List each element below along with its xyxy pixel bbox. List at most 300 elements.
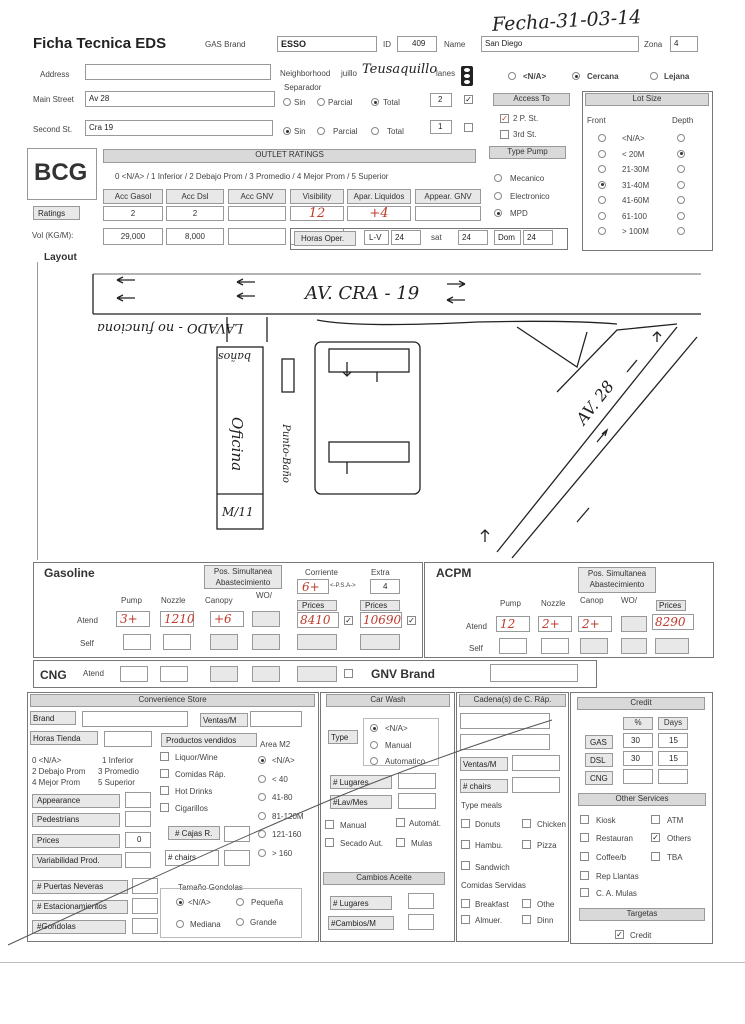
proximity-na-label: <N/A> xyxy=(523,72,547,81)
layout-banos: baños xyxy=(218,350,251,363)
outlet-col-header xyxy=(166,189,224,204)
ratings-label-box xyxy=(33,206,80,220)
second-total-radio[interactable] xyxy=(371,127,379,135)
store-ventas-label: Ventas/M xyxy=(203,716,237,725)
tba-checkbox[interactable] xyxy=(651,852,660,861)
gas-self-label: Self xyxy=(80,639,94,648)
gas-self-nozzle[interactable] xyxy=(163,634,191,650)
outlet-col-label: Visibility xyxy=(302,192,332,201)
donuts-label: Donuts xyxy=(475,820,501,829)
store-scale-2: 2 Debajo Prom xyxy=(32,767,86,776)
acpm-nozzle-label: Nozzle xyxy=(541,599,566,608)
proximity-lejana-radio[interactable] xyxy=(650,72,658,80)
lot-depth-radio[interactable] xyxy=(677,181,685,189)
name-label: Name xyxy=(444,40,466,49)
layout-oficina: Oficina xyxy=(228,416,247,472)
tam-mediana-label: Mediana xyxy=(190,920,221,929)
neighborhood-suffix: juillo xyxy=(341,69,358,78)
chicken-label: Chicken xyxy=(537,820,566,829)
gas-canopy-field[interactable] xyxy=(210,611,244,627)
acpm-pos-sim-label: Pos. Simultanea Abastecimiento xyxy=(587,569,647,589)
brand-logo xyxy=(27,148,97,200)
gas-prices-corr-header xyxy=(297,600,337,611)
lot-size-title: Lot Size xyxy=(585,93,709,106)
vol-field[interactable] xyxy=(166,228,224,245)
cng-field-5[interactable] xyxy=(297,666,337,682)
main-lanes-checkbox[interactable]: ✓ xyxy=(465,95,472,104)
cadena-title: Cadena(s) de C. Ráp. xyxy=(459,694,566,707)
main-parcial-radio[interactable] xyxy=(317,98,325,106)
acpm-wo-label: WO/ xyxy=(621,596,637,605)
coffee-label: Coffee/b xyxy=(596,853,627,862)
lv-value: 24 xyxy=(395,233,404,242)
comidas-label: Comidas Servidas xyxy=(461,881,526,890)
acpm-canop-label: Canop xyxy=(580,596,604,605)
gasoline-title: Gasoline xyxy=(44,566,95,580)
lot-front-radio[interactable] xyxy=(598,227,606,235)
page-title: Ficha Tecnica EDS xyxy=(33,35,167,52)
gas-self-price-corr[interactable] xyxy=(297,634,337,650)
tarjetas-title: Targetas xyxy=(579,908,705,921)
lot-option-label: 21-30M xyxy=(622,165,650,174)
name-value: San Diego xyxy=(485,39,523,48)
mpd-radio[interactable] xyxy=(494,209,502,217)
layout-lavado: LAVADO - no funciona xyxy=(97,320,244,335)
credit-dsl-label: DSL xyxy=(590,756,606,765)
second-parcial-radio[interactable] xyxy=(317,127,325,135)
acpm-title: ACPM xyxy=(436,566,472,580)
lot-front-label: Front xyxy=(587,116,606,125)
mecanico-radio[interactable] xyxy=(494,174,502,182)
electronico-radio[interactable] xyxy=(494,192,502,200)
rating-field[interactable] xyxy=(347,206,411,221)
second-st-label: Second St. xyxy=(33,125,73,134)
carwash-type-label: Type xyxy=(331,733,349,742)
area-label-opt: 81-120M xyxy=(272,811,304,821)
almuer-label: Almuer. xyxy=(475,916,503,925)
lanes-label: lanes xyxy=(436,69,456,78)
acpm-self-price[interactable] xyxy=(655,638,689,654)
store-rating-label: Appearance xyxy=(37,796,81,805)
rating-value: 2 xyxy=(192,209,198,218)
proximity-cercana-radio[interactable] xyxy=(572,72,580,80)
store-brand-label: Brand xyxy=(33,714,55,723)
gas-self-price-extra[interactable] xyxy=(360,634,400,650)
gas-brand-value: ESSO xyxy=(281,39,307,49)
lot-front-radio[interactable] xyxy=(598,150,606,158)
brand-logo-text: BCG xyxy=(34,159,88,186)
access-title: Access To xyxy=(493,93,570,106)
dom-value: 24 xyxy=(527,233,536,242)
gas-pump-value: 3+ xyxy=(120,612,138,626)
main-street-value: Av 28 xyxy=(89,94,110,103)
second-parcial-label: Parcial xyxy=(333,127,358,136)
neighborhood-value: Teusaquillo xyxy=(362,62,438,77)
vol-value: 29,000 xyxy=(120,232,146,241)
electronico-label: Electronico xyxy=(510,192,550,201)
outlet-scale: 0 <N/A> / 1 Inferior / 2 Debajo Prom / 3 Promedio / 4 Mejor Prom / 5 Superior xyxy=(115,172,389,181)
outlet-col-label: Appear. GNV xyxy=(424,192,472,201)
cw-mulas-label: Mulas xyxy=(411,839,433,848)
access-3rd-checkbox[interactable] xyxy=(500,130,509,139)
outlet-col-header xyxy=(347,189,411,204)
acpm-price-value: 8290 xyxy=(655,615,686,629)
acpm-atend-label: Atend xyxy=(466,622,487,631)
dinn-label: Dinn xyxy=(537,916,554,925)
id-value: 409 xyxy=(412,39,426,48)
gas-price-extra-value: 10690 xyxy=(363,613,402,627)
main-parcial-label: Parcial xyxy=(328,98,353,107)
tam-pequena-label: Pequeña xyxy=(251,898,284,907)
gas-nozzle-label: Nozzle xyxy=(161,596,186,605)
cng-field-1[interactable] xyxy=(120,666,148,682)
tam-grande-label: Grande xyxy=(250,918,277,927)
store-scale-0: 0 <N/A> xyxy=(32,756,62,765)
acpm-self-label: Self xyxy=(469,644,483,653)
area-label-opt: > 160 xyxy=(272,848,293,858)
second-sin-label: Sin xyxy=(294,127,306,136)
lot-front-radio[interactable] xyxy=(598,134,606,142)
zona-field[interactable] xyxy=(670,36,698,52)
second-sin-radio[interactable] xyxy=(283,127,291,135)
credit-cng-box xyxy=(585,771,613,785)
acpm-pump-value: 12 xyxy=(500,617,516,631)
second-lanes-field[interactable] xyxy=(430,120,452,134)
credit-card-checkbox[interactable]: ✓ xyxy=(616,930,623,939)
acpm-canop-field[interactable] xyxy=(578,616,612,632)
cambios-title: Cambios Aceite xyxy=(323,872,445,885)
rating-field[interactable] xyxy=(103,206,163,221)
credit-dsl-pct[interactable] xyxy=(623,751,653,766)
address-label: Address xyxy=(40,70,70,79)
lot-depth-radio[interactable] xyxy=(677,212,685,220)
dom-label: Dom xyxy=(498,233,515,242)
cw-autom-label: Automát. xyxy=(409,819,442,828)
credit-cng-pct[interactable] xyxy=(623,769,653,784)
area-label-opt: 41-80 xyxy=(272,793,293,802)
credit-gas-pct[interactable] xyxy=(623,733,653,748)
lot-option-label: < 20M xyxy=(622,149,645,159)
outlet-col-header xyxy=(290,189,344,204)
acpm-self-nozzle[interactable] xyxy=(541,638,569,654)
outlet-ratings-title: OUTLET RATINGS xyxy=(103,149,476,163)
access-2pst-label: 2 P. St. xyxy=(513,114,539,123)
gas-price-corr-checkbox[interactable]: ✓ xyxy=(345,616,352,625)
lot-option-label: 61-100 xyxy=(622,211,647,221)
main-lanes-field[interactable] xyxy=(430,93,452,107)
kiosk-checkbox[interactable] xyxy=(580,815,589,824)
credit-pct-label: % xyxy=(634,718,642,727)
credit-gas-pct-value: 30 xyxy=(631,736,640,745)
layout-label: Layout xyxy=(44,252,77,263)
cadena-chairs-label: # chairs xyxy=(463,782,492,791)
lot-front-radio[interactable] xyxy=(598,181,606,189)
acpm-prices-header xyxy=(656,600,686,611)
carwash-title: Car Wash xyxy=(326,694,450,707)
cw-auto-label: Automatico xyxy=(385,757,426,766)
cw-manual-check-label: Manual xyxy=(340,821,367,830)
credit-gas-days[interactable] xyxy=(658,733,688,748)
lot-front-radio[interactable] xyxy=(598,196,606,204)
atm-checkbox[interactable] xyxy=(651,815,660,824)
horas-tienda-label: Horas Tienda xyxy=(33,734,81,743)
tba-label: TBA xyxy=(667,853,683,862)
lot-option-label: <N/A> xyxy=(622,134,645,143)
outlet-col-label: Acc Dsl xyxy=(181,192,209,201)
main-lanes-value: 2 xyxy=(438,95,443,104)
layout-mil: M/11 xyxy=(222,505,254,519)
acpm-pump-field[interactable] xyxy=(496,616,530,632)
store-title: Convenience Store xyxy=(30,694,315,707)
main-street-field[interactable] xyxy=(85,91,275,107)
restauran-checkbox[interactable] xyxy=(580,833,589,842)
store-scale-5: 5 Superior xyxy=(98,778,135,787)
store-chairs-label: # chairs xyxy=(168,853,197,862)
mpd-label: MPD xyxy=(510,209,528,218)
lot-depth-label: Depth xyxy=(672,116,694,125)
area-label-opt: 121-160 xyxy=(272,830,302,839)
cng-atend-label: Atend xyxy=(83,669,104,678)
gas-canopy-value: +6 xyxy=(214,612,232,626)
sandwich-label: Sandwich xyxy=(475,863,510,872)
access-3rd-label: 3rd St. xyxy=(513,130,537,139)
credit-dsl-days-value: 15 xyxy=(669,754,678,763)
gnv-brand-label: GNV Brand xyxy=(371,667,436,681)
fecha: Fecha-31-03-14 xyxy=(491,6,642,36)
cw-lav-label: #Lav/Mes xyxy=(333,798,368,807)
psa-label: <-P.S.A-> xyxy=(330,583,356,589)
second-st-field[interactable] xyxy=(85,120,273,136)
store-rating-label: Prices xyxy=(37,836,60,845)
lot-front-radio[interactable] xyxy=(598,212,606,220)
zona-label: Zona xyxy=(644,40,663,49)
restauran-label: Restauran xyxy=(596,834,633,843)
productos-label: Productos vendidos xyxy=(166,736,237,745)
breakfast-label: Breakfast xyxy=(475,900,509,909)
gnv-brand-field[interactable] xyxy=(490,664,578,682)
vol-field[interactable] xyxy=(103,228,163,245)
horas-oper-label: Horas Oper. xyxy=(301,234,345,243)
sat-label: sat xyxy=(431,233,442,242)
page-bottom-border xyxy=(0,962,745,963)
ca-mulas-label: C. A. Mulas xyxy=(596,889,637,898)
gas-pump-field[interactable] xyxy=(116,611,150,627)
proximity-lejana-label: Lejana xyxy=(664,72,690,81)
type-pump-title: Type Pump xyxy=(489,146,566,159)
others-checkbox[interactable]: ✓ xyxy=(652,833,659,842)
acpm-prices-label: Prices xyxy=(659,601,682,610)
credit-cng-days[interactable] xyxy=(658,769,688,784)
lot-front-radio[interactable] xyxy=(598,165,606,173)
sat-field[interactable] xyxy=(458,230,488,245)
rating-value: +4 xyxy=(369,206,389,221)
acpm-self-canop[interactable] xyxy=(580,638,608,654)
type-meals-label: Type meals xyxy=(461,801,502,810)
access-2pst-checkbox[interactable]: ✓ xyxy=(501,114,508,123)
main-sin-radio[interactable] xyxy=(283,98,291,106)
rating-field[interactable] xyxy=(290,206,344,221)
address-field[interactable] xyxy=(85,64,271,80)
gas-prices-extra-label: Prices xyxy=(365,601,388,610)
second-lanes-value: 1 xyxy=(438,122,443,131)
layout-punto: Punto-Baño xyxy=(279,424,291,483)
second-lanes-checkbox[interactable] xyxy=(464,123,473,132)
product-label: Hot Drinks xyxy=(175,787,213,796)
vol-field[interactable] xyxy=(228,228,286,245)
id-label: ID xyxy=(383,40,391,49)
gas-canopy-label: Canopy xyxy=(205,596,233,605)
credit-gas-box xyxy=(585,735,613,749)
acpm-price-field[interactable] xyxy=(652,614,694,630)
lv-box xyxy=(364,230,389,245)
vol-label: Vol (KG/M): xyxy=(32,231,74,240)
others-label: Others xyxy=(667,834,692,843)
pen-stroke xyxy=(0,715,560,950)
extra-field[interactable] xyxy=(370,579,400,594)
cw-na-label: <N/A> xyxy=(385,724,408,733)
outlet-col-label: Apar. Liquidos xyxy=(353,192,405,201)
area-label-opt: <N/A> xyxy=(272,756,295,765)
cadena-ventas-label: Ventas/M xyxy=(463,760,497,769)
cw-secado-label: Secado Aut. xyxy=(340,839,384,848)
gas-pos-sim xyxy=(204,565,282,589)
credit-days-label: Days xyxy=(663,718,683,727)
cng-field-4[interactable] xyxy=(252,666,280,682)
credit-days-header xyxy=(658,717,688,730)
zona-value: 4 xyxy=(674,39,679,48)
corriente-field[interactable] xyxy=(297,579,329,594)
lv-label: L-V xyxy=(369,233,382,242)
gas-price-extra-field[interactable] xyxy=(360,612,402,628)
rating-field[interactable] xyxy=(228,206,286,221)
credit-dsl-box xyxy=(585,753,613,767)
lot-depth-radio[interactable] xyxy=(677,134,685,142)
product-label: Comidas Ráp. xyxy=(175,770,226,779)
other-services-title: Other Services xyxy=(578,793,706,806)
vol-value: 8,000 xyxy=(184,232,206,241)
gas-prices-extra-header xyxy=(360,600,400,611)
gas-brand-label: GAS Brand xyxy=(205,40,246,49)
store-rating-label: # Estacionamientos xyxy=(37,902,107,911)
gas-price-corr-field[interactable] xyxy=(297,612,339,628)
acpm-pos-sim xyxy=(578,567,656,593)
main-street-label: Main Street xyxy=(33,95,74,104)
rating-value: 12 xyxy=(308,206,326,221)
pizza-label: Pizza xyxy=(537,841,557,850)
credit-dsl-pct-value: 30 xyxy=(631,754,640,763)
gas-self-pump[interactable] xyxy=(123,634,151,650)
gas-brand-field[interactable] xyxy=(277,36,377,52)
proximity-na-radio[interactable] xyxy=(508,72,516,80)
lot-option-label: 41-60M xyxy=(622,196,650,205)
rep-llantas-checkbox[interactable] xyxy=(580,871,589,880)
layout-street-top: AV. CRA - 19 xyxy=(305,283,420,304)
proximity-cercana-label: Cercana xyxy=(587,72,619,81)
cng-checkbox[interactable] xyxy=(344,669,353,678)
acpm-self-pump[interactable] xyxy=(499,638,527,654)
dom-box xyxy=(494,230,521,245)
lot-depth-radio[interactable] xyxy=(677,150,685,158)
cng-title: CNG xyxy=(40,668,67,682)
gas-price-corr-value: 8410 xyxy=(300,613,331,627)
cng-field-3[interactable] xyxy=(210,666,238,682)
gas-pos-sim-label: Pos. Simultanea Abastecimiento xyxy=(213,567,273,587)
lot-option-label: 31-40M xyxy=(622,180,650,190)
cambios-m-label: #Cambios/M xyxy=(331,919,376,928)
acpm-nozzle-value: 2+ xyxy=(542,617,560,631)
area-label-opt: < 40 xyxy=(272,774,288,784)
cajas-label: # Cajas R. xyxy=(175,829,213,838)
cw-manual-label: Manual xyxy=(385,741,412,750)
acpm-wo-field[interactable] xyxy=(621,616,647,632)
acpm-nozzle-field[interactable] xyxy=(538,616,572,632)
main-sin-label: Sin xyxy=(294,98,306,107)
gas-nozzle-field[interactable] xyxy=(160,611,194,627)
second-st-value: Cra 19 xyxy=(89,123,114,132)
rating-field[interactable] xyxy=(415,206,481,221)
gas-self-wo[interactable] xyxy=(252,634,280,650)
rating-field[interactable] xyxy=(166,206,224,221)
lot-depth-radio[interactable] xyxy=(677,227,685,235)
store-rating-label: Pedestrians xyxy=(37,815,80,824)
corriente-value: 6+ xyxy=(302,580,320,594)
coffee-checkbox[interactable] xyxy=(580,852,589,861)
id-field[interactable] xyxy=(397,36,437,52)
gas-atend-label: Atend xyxy=(77,616,98,625)
credit-dsl-days[interactable] xyxy=(658,751,688,766)
credit-card-label: Credit xyxy=(630,931,652,940)
acpm-canop-value: 2+ xyxy=(582,617,600,631)
credit-gas-days-value: 15 xyxy=(669,736,678,745)
gas-pump-label: Pump xyxy=(121,596,142,605)
layout-av28: AV. 28 xyxy=(572,376,618,429)
second-total-label: Total xyxy=(387,127,404,136)
credit-title: Credit xyxy=(577,697,705,710)
store-rating-label: # Puertas Neveras xyxy=(37,882,104,891)
main-total-label: Total xyxy=(383,98,400,107)
sat-value: 24 xyxy=(462,233,471,242)
lot-depth-radio[interactable] xyxy=(677,165,685,173)
outlet-col-label: Acc Gasol xyxy=(114,192,152,201)
main-total-radio[interactable] xyxy=(371,98,379,106)
outlet-col-header xyxy=(228,189,286,204)
extra-value: 4 xyxy=(383,582,388,591)
gas-price-extra-checkbox[interactable]: ✓ xyxy=(408,616,415,625)
name-field[interactable] xyxy=(481,36,639,52)
outlet-col-label: Acc GNV xyxy=(240,192,274,201)
product-label: Liquor/Wine xyxy=(175,753,218,762)
lv-field[interactable] xyxy=(391,230,421,245)
hambu-label: Hambu. xyxy=(475,841,504,850)
credit-cng-label: CNG xyxy=(590,774,608,783)
layout-sketch xyxy=(37,262,703,560)
dom-field[interactable] xyxy=(523,230,553,245)
lot-depth-radio[interactable] xyxy=(677,196,685,204)
ca-mulas-checkbox[interactable] xyxy=(580,888,589,897)
acpm-self-wo[interactable] xyxy=(621,638,647,654)
horas-oper-button[interactable] xyxy=(294,231,356,246)
gas-self-canopy[interactable] xyxy=(210,634,238,650)
rating-value: 2 xyxy=(130,209,136,218)
credit-gas-label: GAS xyxy=(590,738,607,747)
gas-wo-field[interactable] xyxy=(252,611,280,627)
store-scale-3: 3 Promedio xyxy=(98,767,139,776)
lot-option-label: > 100M xyxy=(622,227,649,236)
ratings-label: Ratings xyxy=(38,209,66,218)
neighborhood-label: Neighborhood xyxy=(280,69,331,78)
mecanico-label: Mecanico xyxy=(510,174,545,183)
cng-field-2[interactable] xyxy=(160,666,188,682)
